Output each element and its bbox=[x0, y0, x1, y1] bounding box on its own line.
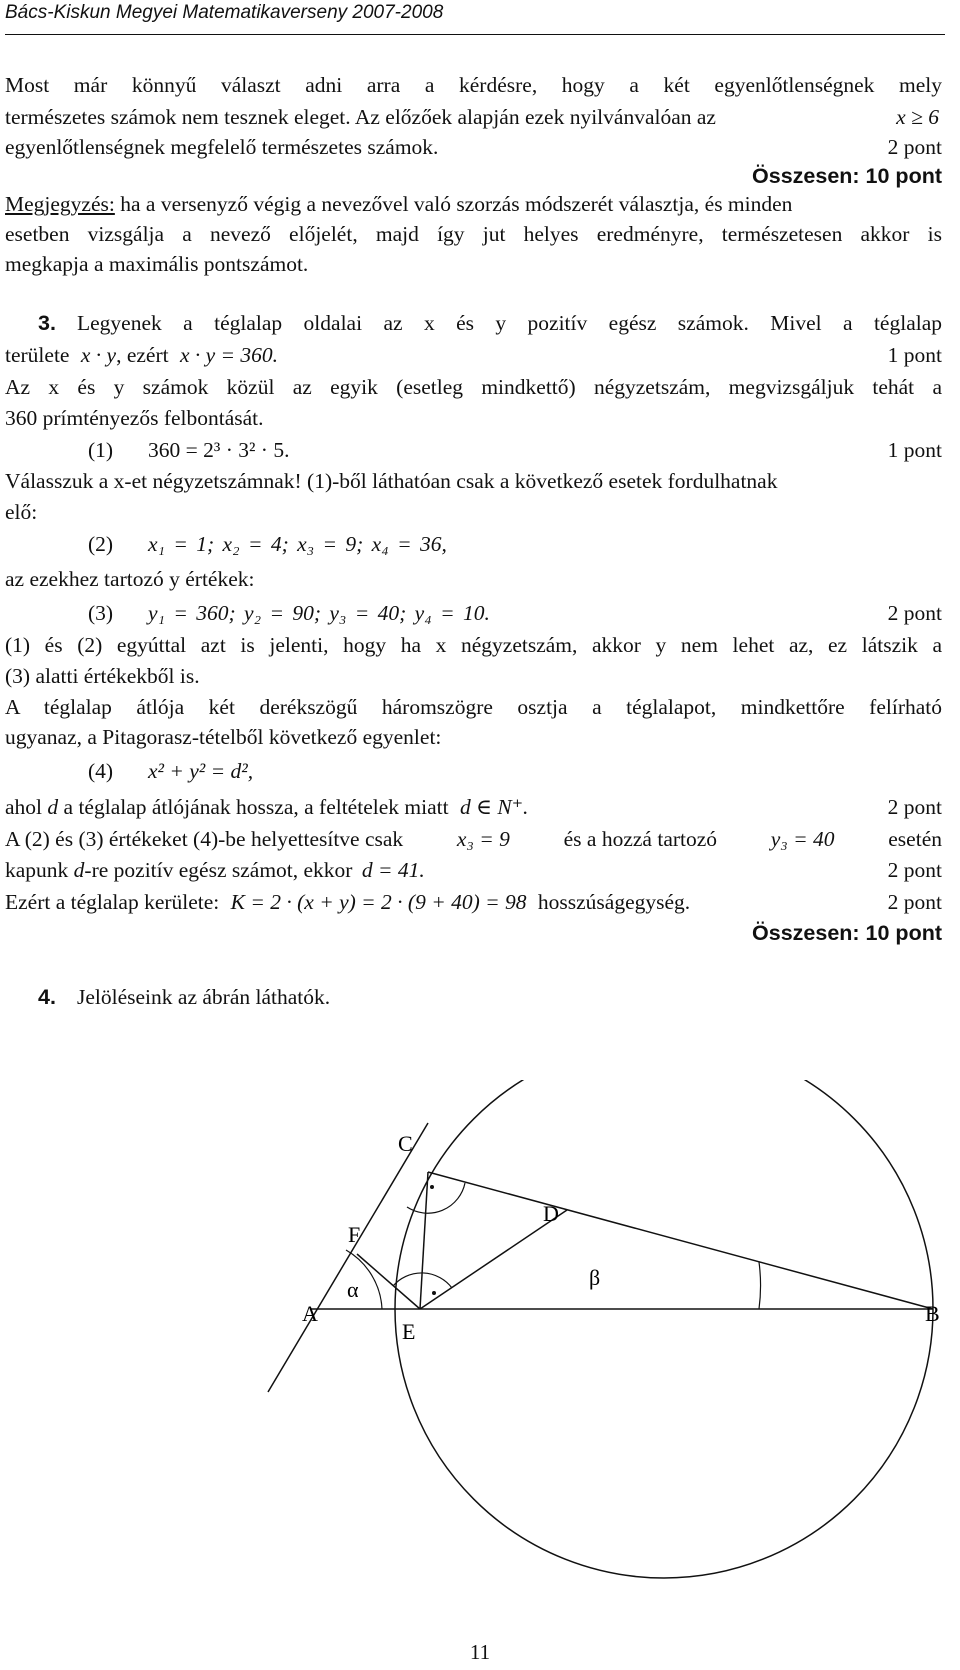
p3-l2-expr-a: x · y bbox=[80, 343, 117, 367]
p2-line-2-text: természetes számok nem tesznek eleget. Az előzőek alapján ezek nyilvánvalóan az bbox=[5, 105, 716, 129]
label-F: F bbox=[348, 1222, 361, 1247]
p3-l17-x3: x₃ = 9 bbox=[456, 827, 510, 851]
p3-points-16: 2 pont bbox=[887, 795, 942, 819]
p2-inequality: x ≥ 6 bbox=[896, 105, 939, 129]
note-label: Megjegyzés: bbox=[5, 192, 115, 216]
p3-line-18 bbox=[5, 857, 942, 883]
p3-l17-c: és a hozzá tartozó bbox=[563, 827, 718, 851]
label-D: D bbox=[543, 1201, 559, 1226]
label-A: A bbox=[302, 1301, 318, 1326]
p3-line-7: elő: bbox=[5, 500, 38, 524]
p2-line-1: Most már könnyű választ adni arra a kérdésre, hogy a két egyenlőtlenségnek mely bbox=[5, 73, 942, 97]
p2-note-line-1 bbox=[5, 191, 942, 217]
p2-total: Összesen: 10 pont bbox=[752, 164, 942, 188]
p2-note-line-2: esetben vizsgálja a nevező előjelét, majd így jut helyes eredményre, természetesen akkor is bbox=[5, 222, 942, 246]
p3-line-4: 360 prímtényezős felbontását. bbox=[5, 406, 264, 430]
eq4: x² + y² = d², bbox=[148, 759, 254, 783]
p3-l2-text-a: területe bbox=[5, 343, 70, 367]
eq1: 360 = 2³ · 3² · 5. bbox=[148, 438, 290, 462]
segment-EF bbox=[357, 1254, 420, 1309]
p3-total: Összesen: 10 pont bbox=[752, 921, 942, 945]
p3-l18-d: d bbox=[73, 858, 85, 882]
p2-note-line-3: megkapja a maximális pontszámot. bbox=[5, 252, 309, 276]
p3-l18-c: -re pozitív egész számot, ekkor bbox=[84, 858, 353, 882]
eq1-points: 1 pont bbox=[887, 438, 942, 462]
p3-line-12: (3) alatti értékekből is. bbox=[5, 664, 200, 688]
p3-line-13: A téglalap átlója két derékszögű háromszögre osztja a téglalapot, mindkettőre felírható bbox=[5, 695, 942, 719]
p3-line-19 bbox=[5, 889, 942, 915]
p3-l17-y3: y₃ = 40 bbox=[770, 827, 835, 851]
eq3-points: 2 pont bbox=[887, 601, 942, 625]
segment-CB bbox=[428, 1172, 933, 1309]
p3-l17-e: esetén bbox=[888, 827, 942, 851]
p3-line-16 bbox=[5, 794, 942, 820]
p3-line-1: Legyenek a téglalap oldalai az x és y pozitív egész számok. Mivel a téglalap bbox=[77, 311, 942, 335]
label-B: B bbox=[925, 1301, 940, 1326]
p2-line-3: egyenlőtlenségnek megfelelő természetes számok. bbox=[5, 135, 439, 159]
eq1-label: (1) bbox=[88, 438, 114, 462]
eq3-label: (3) bbox=[88, 601, 114, 625]
p3-l16-expr: d ∈ N⁺. bbox=[459, 795, 529, 819]
dot-C bbox=[430, 1185, 434, 1189]
angle-arc-beta bbox=[759, 1262, 761, 1309]
label-alpha: α bbox=[347, 1277, 359, 1302]
page-number: 11 bbox=[469, 1640, 491, 1664]
p3-line-3: Az x és y számok közül az egyik (esetleg mindkettő) négyzetszám, megvizsgáljuk tehát a bbox=[5, 375, 942, 399]
p3-l2-expr-b: x · y = 360. bbox=[179, 343, 279, 367]
eq2-label: (2) bbox=[88, 532, 114, 556]
p2-points: 2 pont bbox=[887, 135, 942, 159]
p4-number: 4. bbox=[38, 985, 56, 1009]
p3-l16-c: a téglalap átlójának hossza, a feltételek miatt bbox=[63, 795, 449, 819]
eq3: y₁ = 360; y₂ = 90; y₃ = 40; y₄ = 10. bbox=[148, 601, 490, 625]
p3-points-1: 1 pont bbox=[887, 343, 942, 367]
p2-line-2 bbox=[5, 104, 942, 130]
eq4-label: (4) bbox=[88, 759, 114, 783]
p3-line-17 bbox=[5, 826, 942, 852]
note-text-1: ha a versenyző végig a nevezővel való szorzás módszerét választja, és minden bbox=[114, 192, 793, 216]
p3-l18-a: kapunk bbox=[5, 858, 69, 882]
circle bbox=[395, 1080, 933, 1578]
p3-l2-text-b: , ezért bbox=[116, 343, 169, 367]
p3-l19-c: hosszúságegység. bbox=[537, 890, 691, 914]
tangent-line bbox=[268, 1123, 428, 1392]
p3-points-18: 2 pont bbox=[887, 858, 942, 882]
label-C: C bbox=[398, 1131, 413, 1156]
eq2: x₁ = 1; x₂ = 4; x₃ = 9; x₄ = 36, bbox=[148, 532, 447, 556]
p3-l16-a: ahol bbox=[5, 795, 43, 819]
p3-line-9: az ezekhez tartozó y értékek: bbox=[5, 567, 255, 591]
geometry-figure bbox=[0, 1080, 960, 1620]
p3-l19-expr: K = 2 · (x + y) = 2 · (9 + 40) = 98 bbox=[230, 890, 527, 914]
p3-l17-a: A (2) és (3) értékeket (4)-be helyettesítve csak bbox=[5, 827, 404, 851]
page-header: Bács-Kiskun Megyei Matematikaverseny 2007-2008 bbox=[5, 2, 444, 23]
header-rule bbox=[5, 34, 945, 35]
label-beta: β bbox=[589, 1265, 601, 1290]
p3-line-14: ugyanaz, a Pitagorasz-tételből következő egyenlet: bbox=[5, 725, 442, 749]
p3-l18-expr: d = 41. bbox=[361, 858, 425, 882]
p3-number: 3. bbox=[38, 311, 56, 335]
p3-points-19: 2 pont bbox=[887, 890, 942, 914]
dot-E bbox=[432, 1291, 436, 1295]
p3-l19-a: Ezért a téglalap kerülete: bbox=[5, 890, 220, 914]
p3-line-2 bbox=[5, 342, 942, 368]
label-E: E bbox=[402, 1319, 416, 1344]
right-angle-arc-C bbox=[407, 1183, 465, 1213]
p4-text: Jelöléseink az ábrán láthatók. bbox=[77, 985, 331, 1009]
p3-line-6: Válasszuk a x-et négyzetszámnak! (1)-ből láthatóan csak a következő esetek fordulhatnak bbox=[5, 469, 778, 493]
p3-line-11: (1) és (2) egyúttal azt is jelenti, hogy ha x négyzetszám, akkor y nem lehet az, ez látszik a bbox=[5, 633, 942, 657]
p3-l16-d: d bbox=[47, 795, 59, 819]
